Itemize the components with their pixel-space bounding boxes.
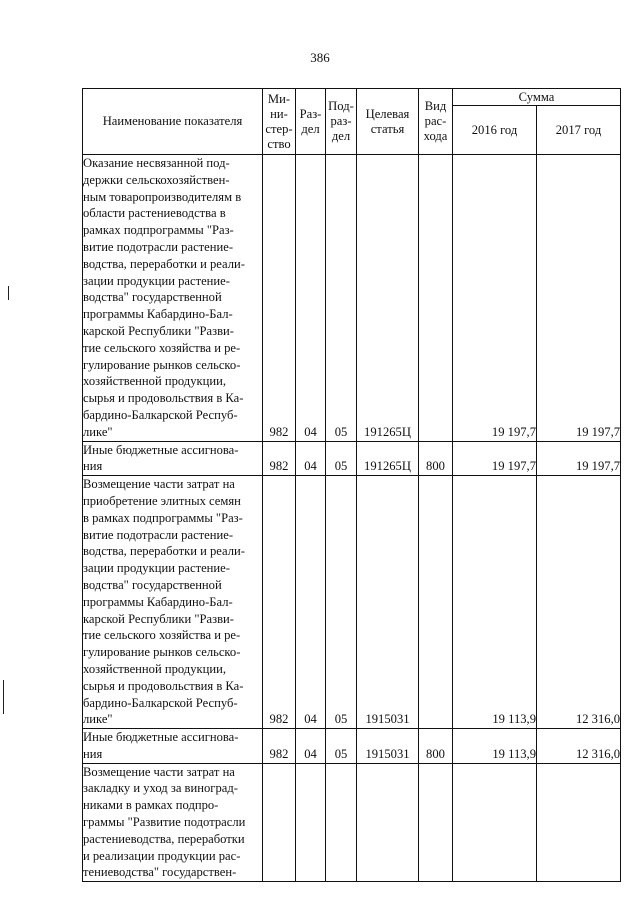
header-target-article: Целевая статья — [357, 89, 419, 155]
row-ministry: 982 — [263, 476, 296, 729]
row-expense-type — [419, 155, 453, 442]
row-name: Иные бюджетные ассигнова- ния — [83, 729, 263, 764]
row-name: Возмещение части затрат на приобретение элитных семян в рамках подпрограммы "Раз- витие подотрасли растение- водства, переработки и реали- зации продукции растение- водства" государственной программы Кабардино-Бал- карской Республики "Разви- тие сельского хозяйства и ре- гулирование рынков сельско- хозяйственной продукции, сырья и продовольствия в Ка- бардино-Балкарской Респуб- лике" — [83, 476, 263, 729]
row-name: Возмещение части затрат на закладку и уход за виноград- никами в рамках подпро- граммы "Развитие подотрасли растениеводства, переработки и реализации продукции рас- тениеводства" государствен- — [83, 763, 263, 882]
row-subsection: 05 — [326, 155, 357, 442]
row-expense-type — [419, 476, 453, 729]
header-year-2016: 2016 год — [453, 106, 537, 155]
row-target-article — [357, 763, 419, 882]
row-target-article: 191265Ц — [357, 155, 419, 442]
row-subsection — [326, 763, 357, 882]
row-subsection: 05 — [326, 476, 357, 729]
header-subsection: Под- раз- дел — [326, 89, 357, 155]
row-ministry: 982 — [263, 729, 296, 764]
row-name: Оказание несвязанной под- держки сельскохозяйствен- ным товаропроизводителям в области растениеводства в рамках подпрограммы "Раз- витие подотрасли растение- водства, переработки и реали- зации продукции растение- водства" государственной программы Кабардино-Бал- карской Республики "Разви- тие сельского хозяйства и ре- гулирование рынков сельско- хозяйственной продукции, сырья и продовольствия в Ка- бардино-Балкарской Респуб- лике" — [83, 155, 263, 442]
row-subsection: 05 — [326, 729, 357, 764]
table-row — [83, 763, 621, 882]
row-sum-2016: 19 113,9 — [453, 729, 537, 764]
row-section — [296, 763, 326, 882]
row-sum-2016: 19 197,7 — [453, 155, 537, 442]
table-body — [83, 155, 621, 882]
table-row — [83, 729, 621, 764]
header-year-2017: 2017 год — [537, 106, 621, 155]
budget-table — [82, 88, 621, 882]
row-ministry — [263, 763, 296, 882]
header-name: Наименование показателя — [83, 89, 263, 155]
row-section: 04 — [296, 441, 326, 476]
page-number: 386 — [310, 50, 330, 65]
table-row — [83, 476, 621, 729]
table-row — [83, 441, 621, 476]
header-sum: Сумма — [453, 89, 621, 106]
row-section: 04 — [296, 476, 326, 729]
row-sum-2017: 19 197,7 — [537, 155, 621, 442]
scan-artifact-mark — [8, 286, 9, 300]
table-row — [83, 155, 621, 442]
row-ministry: 982 — [263, 441, 296, 476]
row-sum-2016: 19 113,9 — [453, 476, 537, 729]
row-target-article: 191265Ц — [357, 441, 419, 476]
table-header — [83, 89, 621, 155]
header-section: Раз- дел — [296, 89, 326, 155]
row-ministry: 982 — [263, 155, 296, 442]
row-target-article: 1915031 — [357, 729, 419, 764]
row-sum-2017: 12 316,0 — [537, 476, 621, 729]
row-section: 04 — [296, 155, 326, 442]
row-sum-2016: 19 197,7 — [453, 441, 537, 476]
row-target-article: 1915031 — [357, 476, 419, 729]
row-section: 04 — [296, 729, 326, 764]
row-sum-2016 — [453, 763, 537, 882]
row-expense-type: 800 — [419, 441, 453, 476]
row-expense-type — [419, 763, 453, 882]
header-ministry: Ми- ни- стер- ство — [263, 89, 296, 155]
row-name: Иные бюджетные ассигнова- ния — [83, 441, 263, 476]
row-subsection: 05 — [326, 441, 357, 476]
row-sum-2017 — [537, 763, 621, 882]
row-sum-2017: 12 316,0 — [537, 729, 621, 764]
row-expense-type: 800 — [419, 729, 453, 764]
header-expense-type: Вид рас- хода — [419, 89, 453, 155]
scan-artifact-mark — [3, 680, 4, 714]
row-sum-2017: 19 197,7 — [537, 441, 621, 476]
